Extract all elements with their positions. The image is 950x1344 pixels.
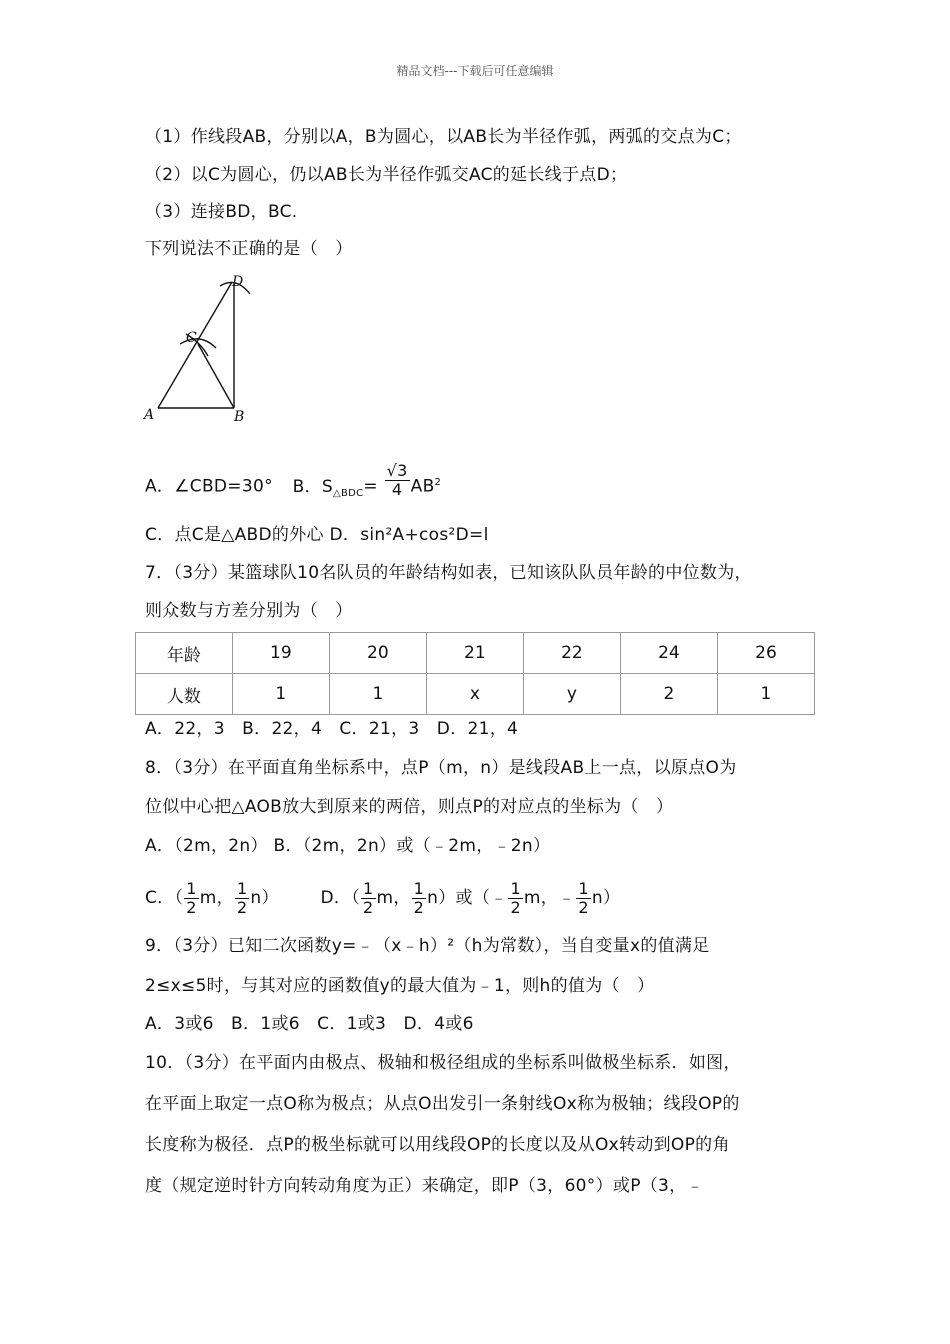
table-cell: 21 [426, 633, 523, 674]
label-b: B [234, 409, 245, 425]
table-cell: 19 [232, 633, 329, 674]
frac-num: 1 [236, 878, 248, 898]
q8-option-c-post: n） [250, 888, 279, 908]
frac-num: √3 [386, 461, 408, 480]
q6-option-b-post: AB [410, 476, 435, 497]
table-cell: 26 [717, 633, 814, 674]
q6-option-a: A．∠CBD=30° [145, 476, 273, 497]
q8-option-d-mid2: n）或（﹣ [427, 888, 508, 908]
fraction-half [508, 880, 522, 917]
frac-num: 1 [578, 878, 589, 898]
table-cell: 20 [329, 633, 426, 674]
q6-option-b-prefix: B．S [292, 476, 333, 497]
step-3: （3）连接BD，BC. [145, 202, 298, 222]
segment-bc [198, 344, 234, 408]
table-cell: 年龄 [136, 633, 233, 674]
frac-den: 2 [510, 897, 521, 917]
fraction-half [412, 880, 426, 917]
table-cell: 22 [523, 633, 620, 674]
table-cell: 1 [232, 674, 329, 715]
page-header: 精品文档---下载后可任意编辑 [396, 64, 554, 78]
label-a: A [144, 407, 155, 423]
q10-line-4: 度（规定逆时针方向转动角度为正）来确定，即P（3，60°）或P（3，﹣ [145, 1176, 704, 1196]
table-cell: 2 [620, 674, 717, 715]
table-cell: 人数 [136, 674, 233, 715]
q9-line-2: 2≤x≤5时，与其对应的函数值y的最大值为﹣1，则h的值为（ ） [145, 976, 655, 996]
frac-num: 1 [363, 878, 374, 898]
q8-option-c-prefix: C．（ [145, 888, 184, 908]
q8-options-cd [145, 878, 620, 918]
q8-option-d-post: n） [591, 888, 621, 908]
step-2: （2）以C为圆心，仍以AB长为半径作弧交AC的延长线于点D； [145, 165, 628, 185]
q9-options: A．3或6 B．1或6 C．1或3 D．4或6 [145, 1014, 474, 1034]
fraction-sqrt3-over-4 [385, 462, 410, 499]
table-cell: 1 [717, 674, 814, 715]
q8-line-1: 8．（3分）在平面直角坐标系中，点P（m，n）是线段AB上一点，以原点O为 [145, 758, 737, 778]
table-cell: 24 [620, 633, 717, 674]
q8-option-d-prefix: D．（ [320, 888, 361, 908]
table-row [136, 633, 815, 674]
step-1: （1）作线段AB，分别以A，B为圆心，以AB长为半径作弧，两弧的交点为C； [145, 127, 742, 147]
table-cell: y [523, 674, 620, 715]
q8-option-d-mid3: m，﹣ [523, 888, 576, 908]
q8-line-2: 位似中心把△AOB放大到原来的两倍，则点P的对应点的坐标为（ ） [145, 797, 674, 817]
q8-option-d-mid: m， [376, 888, 411, 908]
frac-num: 1 [413, 878, 425, 898]
q8-option-c-mid: m， [199, 888, 234, 908]
table-row [136, 674, 815, 715]
frac-den: 2 [236, 897, 248, 917]
q6-options-cd: C．点C是△ABD的外心 D．sin²A+cos²D=l [145, 525, 489, 545]
frac-den: 2 [578, 897, 589, 917]
q6-option-b-sup: 2 [434, 476, 442, 488]
frac-num: 1 [186, 878, 197, 898]
q10-line-3: 长度称为极径．点P的极坐标就可以用线段OP的长度以及从Ox转动到OP的角 [145, 1135, 730, 1155]
q6-option-b-eq: = [363, 476, 378, 497]
q10-line-1: 10．（3分）在平面内由极点、极轴和极径组成的坐标系叫做极坐标系．如图， [145, 1053, 741, 1073]
age-table [135, 632, 815, 715]
q7-line-2: 则众数与方差分别为（ ） [145, 601, 353, 621]
fraction-half [576, 880, 590, 917]
q10-line-2: 在平面上取定一点O称为极点；从点O出发引一条射线Ox称为极轴；线段OP的 [145, 1094, 740, 1114]
q6-options-ab [145, 461, 442, 505]
q6-prompt: 下列说法不正确的是（ ） [145, 239, 353, 259]
label-d: D [232, 274, 244, 290]
q8-options-ab: A．（2m，2n） B．（2m，2n）或（﹣2m，﹣2n） [145, 836, 551, 856]
frac-num: 1 [510, 878, 521, 898]
frac-den: 2 [186, 897, 197, 917]
frac-den: 2 [413, 897, 425, 917]
frac-den: 4 [391, 480, 403, 499]
table-cell: x [426, 674, 523, 715]
frac-den: 2 [363, 897, 374, 917]
label-c: C [186, 330, 197, 346]
geometry-figure [140, 272, 280, 427]
fraction-half [184, 880, 198, 917]
q7-options: A．22，3 B．22，4 C．21，3 D．21，4 [145, 719, 519, 739]
fraction-half [235, 880, 249, 917]
table-cell: 1 [329, 674, 426, 715]
q7-line-1: 7．（3分）某篮球队10名队员的年龄结构如表，已知该队队员年龄的中位数为， [145, 563, 752, 583]
q6-option-b-sub: △BDC [332, 487, 364, 499]
q9-line-1: 9．（3分）已知二次函数y=﹣（x﹣h）²（h为常数），当自变量x的值满足 [145, 936, 710, 956]
fraction-half [361, 880, 375, 917]
